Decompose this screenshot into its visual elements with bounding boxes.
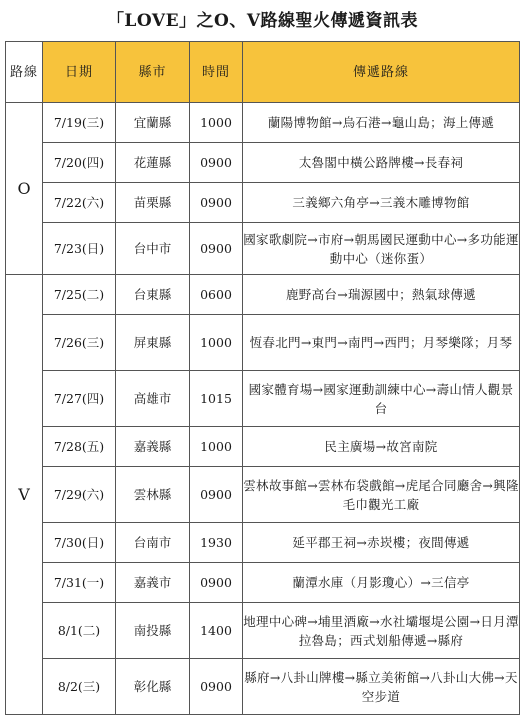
path-cell: 國家歌劇院→市府→朝馬國民運動中心→多功能運動中心（迷你蛋） — [243, 223, 520, 275]
county-cell: 台南市 — [116, 523, 190, 563]
date-cell: 8/1(二) — [43, 603, 116, 659]
county-cell: 嘉義縣 — [116, 427, 190, 467]
route-label-v: V — [6, 275, 43, 715]
county-cell: 嘉義市 — [116, 563, 190, 603]
table-row — [6, 563, 520, 603]
torch-relay-table — [5, 41, 520, 715]
county-cell: 宜蘭縣 — [116, 103, 190, 143]
header-time: 時間 — [190, 42, 243, 103]
county-cell: 台東縣 — [116, 275, 190, 315]
county-cell: 彰化縣 — [116, 659, 190, 715]
path-cell: 地理中心碑→埔里酒廠→水社壩堰堤公園→日月潭拉魯島；西式划船傳遞→縣府 — [243, 603, 520, 659]
header-path: 傳遞路線 — [243, 42, 520, 103]
header-route: 路線 — [6, 42, 43, 103]
time-cell: 1400 — [190, 603, 243, 659]
time-cell: 0900 — [190, 223, 243, 275]
page-title: 「LOVE」之O、V路線聖火傳遞資訊表 — [106, 11, 419, 31]
time-cell: 0600 — [190, 275, 243, 315]
county-cell: 花蓮縣 — [116, 143, 190, 183]
time-cell: 1000 — [190, 315, 243, 371]
date-cell: 7/29(六) — [43, 467, 116, 523]
time-cell: 0900 — [190, 467, 243, 523]
date-cell: 7/26(三) — [43, 315, 116, 371]
table-row — [6, 223, 520, 275]
table-row — [6, 467, 520, 523]
path-cell: 鹿野高台→瑞源國中；熱氣球傳遞 — [243, 275, 520, 315]
date-cell: 7/30(日) — [43, 523, 116, 563]
path-cell: 蘭潭水庫（月影瓊心）→三信亭 — [243, 563, 520, 603]
path-cell: 三義鄉六角亭→三義木雕博物館 — [243, 183, 520, 223]
date-cell: 7/31(一) — [43, 563, 116, 603]
date-cell: 8/2(三) — [43, 659, 116, 715]
table-header-row — [6, 42, 520, 103]
path-cell: 雲林故事館→雲林布袋戲館→虎尾合同廳舍→興隆毛巾觀光工廠 — [243, 467, 520, 523]
path-cell: 蘭陽博物館→烏石港→龜山島；海上傳遞 — [243, 103, 520, 143]
path-cell: 國家體育場→國家運動訓練中心→壽山情人觀景台 — [243, 371, 520, 427]
table-row — [6, 659, 520, 715]
time-cell: 0900 — [190, 143, 243, 183]
date-cell: 7/19(三) — [43, 103, 116, 143]
table-row — [6, 315, 520, 371]
table-row — [6, 275, 520, 315]
time-cell: 1015 — [190, 371, 243, 427]
county-cell: 高雄市 — [116, 371, 190, 427]
table-row — [6, 183, 520, 223]
path-cell: 延平郡王祠→赤崁樓；夜間傳遞 — [243, 523, 520, 563]
time-cell: 1930 — [190, 523, 243, 563]
date-cell: 7/20(四) — [43, 143, 116, 183]
table-row — [6, 523, 520, 563]
path-cell: 民主廣場→故宮南院 — [243, 427, 520, 467]
date-cell: 7/28(五) — [43, 427, 116, 467]
date-cell: 7/23(日) — [43, 223, 116, 275]
county-cell: 苗栗縣 — [116, 183, 190, 223]
header-county: 縣市 — [116, 42, 190, 103]
table-row — [6, 143, 520, 183]
date-cell: 7/25(二) — [43, 275, 116, 315]
route-label-o: O — [6, 103, 43, 275]
county-cell: 台中市 — [116, 223, 190, 275]
path-cell: 縣府→八卦山牌樓→縣立美術館→八卦山大佛→天空步道 — [243, 659, 520, 715]
county-cell: 雲林縣 — [116, 467, 190, 523]
header-date: 日期 — [43, 42, 116, 103]
table-row — [6, 103, 520, 143]
time-cell: 1000 — [190, 427, 243, 467]
time-cell: 1000 — [190, 103, 243, 143]
date-cell: 7/27(四) — [43, 371, 116, 427]
table-row — [6, 603, 520, 659]
path-cell: 恆春北門→東門→南門→西門；月琴樂隊；月琴 — [243, 315, 520, 371]
county-cell: 屏東縣 — [116, 315, 190, 371]
table-row — [6, 371, 520, 427]
time-cell: 0900 — [190, 563, 243, 603]
time-cell: 0900 — [190, 183, 243, 223]
table-row — [6, 427, 520, 467]
path-cell: 太魯閣中橫公路牌樓→長春祠 — [243, 143, 520, 183]
date-cell: 7/22(六) — [43, 183, 116, 223]
county-cell: 南投縣 — [116, 603, 190, 659]
time-cell: 0900 — [190, 659, 243, 715]
